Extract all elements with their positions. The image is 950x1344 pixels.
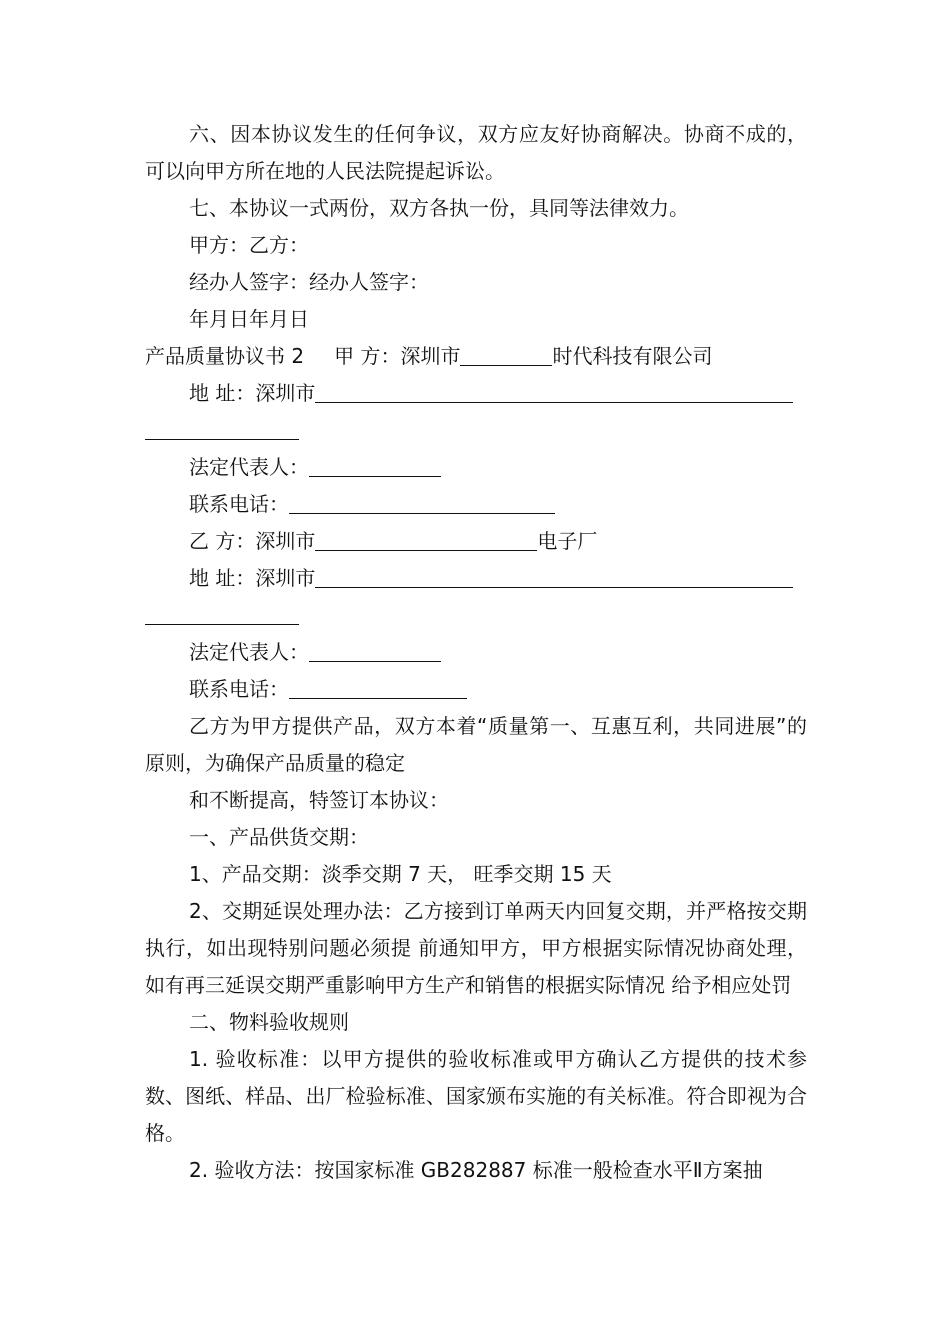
address-b-blank: [315, 565, 793, 588]
doc2-title-line: [145, 338, 807, 375]
party-b-line: [145, 523, 807, 560]
legal-rep-b-label: 法定代表人：: [189, 640, 309, 664]
party-a-suffix: 时代科技有限公司: [552, 344, 713, 368]
legal-rep-a-line: [145, 449, 807, 486]
phone-b-label: 联系电话：: [189, 677, 289, 701]
intro-paragraph-2: 和不断提高，特签订本协议：: [189, 788, 449, 812]
party-a-prefix: 甲 方：深圳市: [334, 344, 461, 368]
address-a-blank-cont: [145, 417, 299, 440]
phone-a-line: [145, 486, 807, 523]
doc2-title: 产品质量协议书 2: [145, 344, 305, 368]
clause-seven: 七、本协议一式两份，双方各执一份，具同等法律效力。: [189, 196, 689, 220]
intro-paragraph: 乙方为甲方提供产品，双方本着“质量第一、互惠互利，共同进展”的原则，为确保产品质量的稳定: [145, 714, 807, 775]
parties-line: 甲方：乙方：: [189, 233, 309, 257]
legal-rep-a-label: 法定代表人：: [189, 455, 309, 479]
dates-line: 年月日年月日: [189, 307, 309, 331]
address-b-continuation: [145, 597, 807, 634]
phone-a-blank: [289, 491, 555, 514]
section-two-heading: 二、物料验收规则: [189, 1010, 349, 1034]
section-one-item-1: 1、产品交期：淡季交期 7 天， 旺季交期 15 天: [189, 862, 612, 886]
address-a-blank: [315, 380, 793, 403]
section-one-heading: 一、产品供货交期：: [189, 825, 369, 849]
phone-a-label: 联系电话：: [189, 492, 289, 516]
clause-six: 六、因本协议发生的任何争议，双方应友好协商解决。协商不成的，可以向甲方所在地的人民法院提起诉讼。: [145, 122, 807, 183]
legal-rep-a-blank: [309, 454, 441, 477]
address-b-label: 地 址：深圳市: [189, 566, 316, 590]
party-b-blank: [315, 528, 537, 551]
address-a-continuation: [145, 412, 807, 449]
legal-rep-b-line: [145, 634, 807, 671]
phone-b-line: [145, 671, 807, 708]
address-b-line: [145, 560, 807, 597]
party-b-suffix: 电子厂: [537, 529, 598, 553]
phone-b-blank: [289, 676, 467, 699]
party-a-blank: [460, 343, 552, 366]
signers-line: 经办人签字：经办人签字：: [189, 270, 429, 294]
address-b-blank-cont: [145, 602, 299, 625]
address-a-line: [145, 375, 807, 412]
section-two-item-1: 1. 验收标准：以甲方提供的验收标准或甲方确认乙方提供的技术参数、图纸、样品、出厂检验标准、国家颁布实施的有关标准。符合即视为合格。: [145, 1047, 807, 1145]
party-b-prefix: 乙 方：深圳市: [189, 529, 316, 553]
section-one-item-2: 2、交期延误处理办法：乙方接到订单两天内回复交期，并严格按交期执行，如出现特别问题必须提 前通知甲方，甲方根据实际情况协商处理，如有再三延误交期严重影响甲方生产和销售的根据实际情况 给予相应处罚: [145, 899, 807, 997]
address-a-label: 地 址：深圳市: [189, 381, 316, 405]
legal-rep-b-blank: [309, 639, 441, 662]
section-two-item-2: 2. 验收方法：按国家标准 GB282887 标准一般检查水平Ⅱ方案抽: [189, 1158, 763, 1182]
document-page: [145, 116, 807, 1189]
